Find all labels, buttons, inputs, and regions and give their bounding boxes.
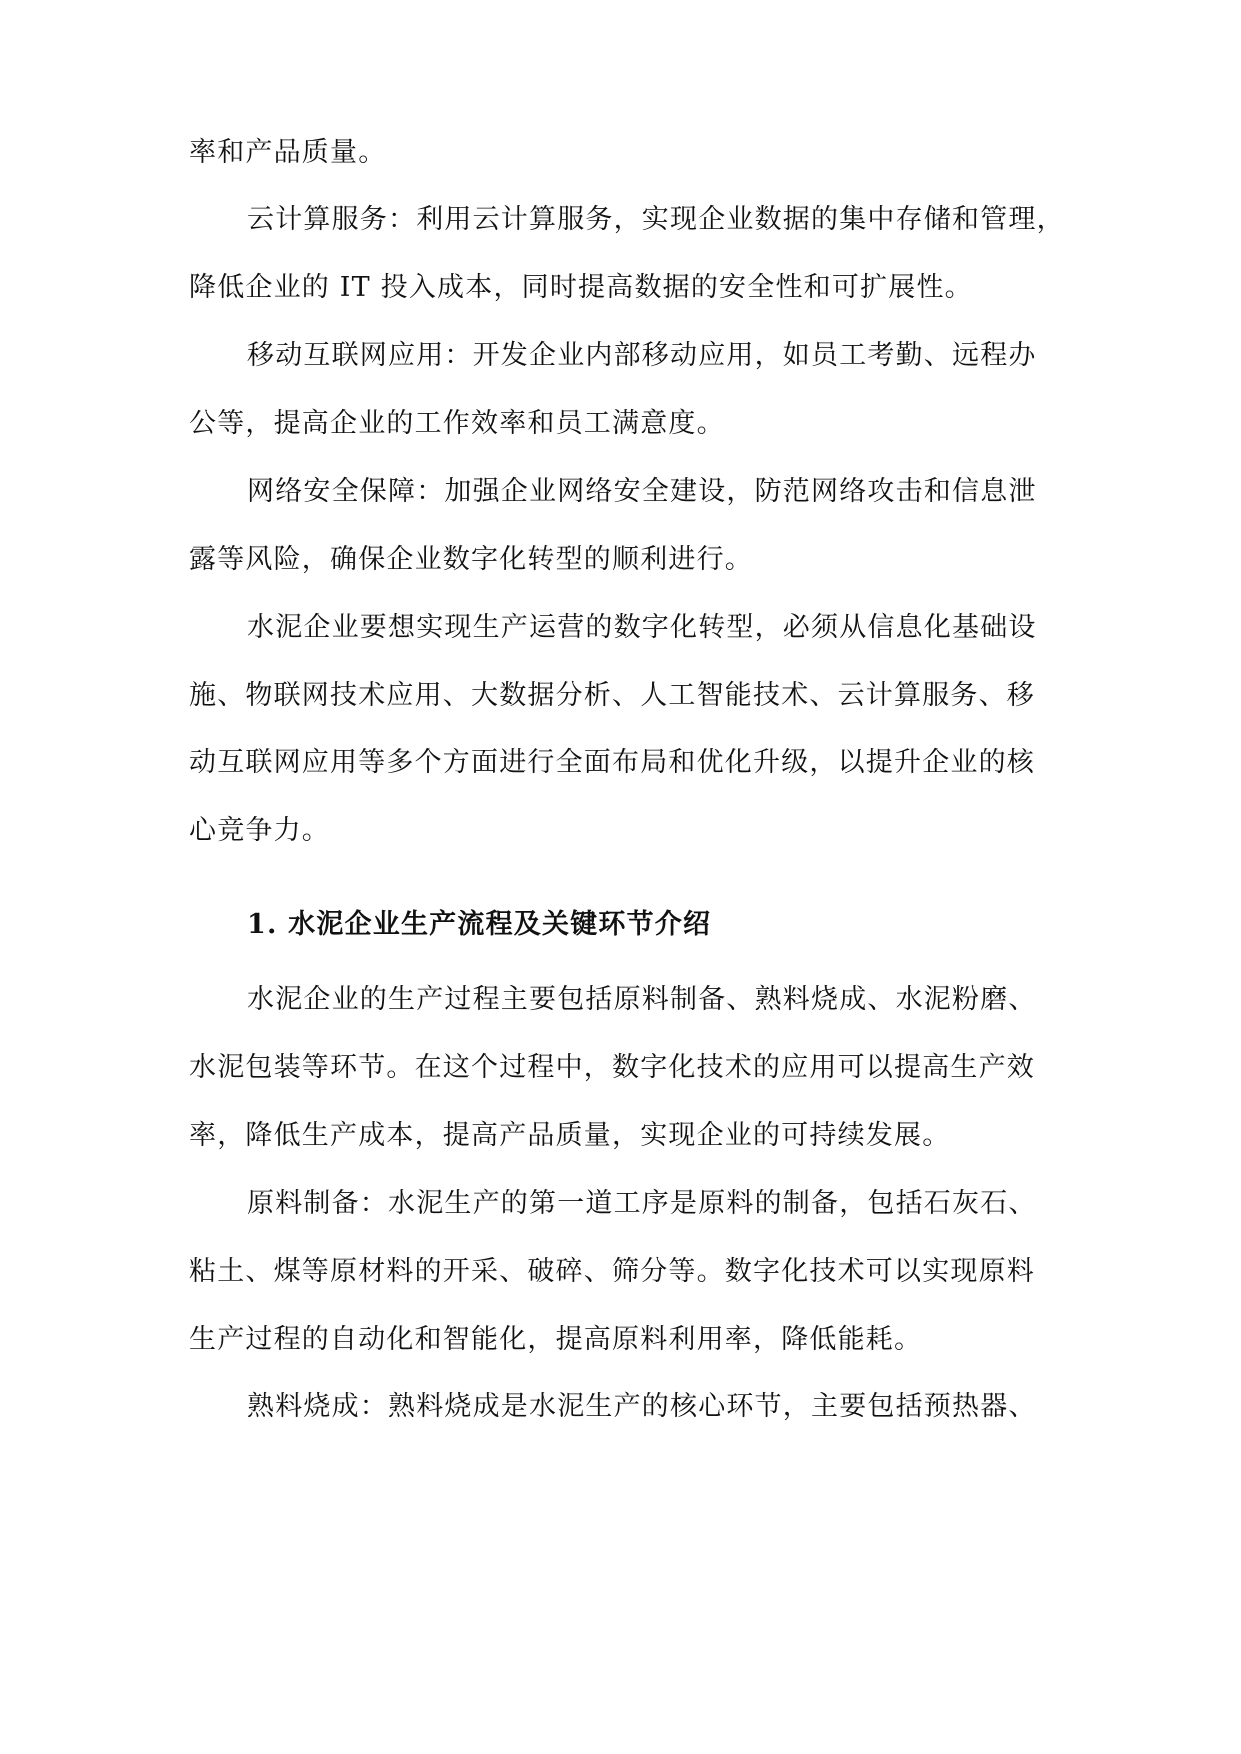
paragraph-line: 移动互联网应用：开发企业内部移动应用，如员工考勤、远程办 — [247, 340, 1037, 371]
paragraph-line: 心竞争力。 — [189, 815, 330, 846]
paragraph-line: 露等风险，确保企业数字化转型的顺利进行。 — [189, 544, 753, 575]
paragraph-line: 动互联网应用等多个方面进行全面布局和优化升级，以提升企业的核 — [189, 747, 1035, 778]
paragraph-line: 施、物联网技术应用、大数据分析、人工智能技术、云计算服务、移 — [189, 680, 1035, 711]
paragraph-line: 率，降低生产成本，提高产品质量，实现企业的可持续发展。 — [189, 1120, 951, 1151]
paragraph-line: 生产过程的自动化和智能化，提高原料利用率，降低能耗。 — [189, 1324, 923, 1355]
paragraph-line: 水泥企业的生产过程主要包括原料制备、熟料烧成、水泥粉磨、 — [247, 984, 1037, 1015]
paragraph-line: 公等，提高企业的工作效率和员工满意度。 — [189, 408, 725, 439]
section-heading: 1. 水泥企业生产流程及关键环节介绍 — [247, 909, 712, 940]
paragraph-line: 降低企业的 IT 投入成本，同时提高数据的安全性和可扩展性。 — [189, 272, 973, 303]
paragraph-line: 网络安全保障：加强企业网络安全建设，防范网络攻击和信息泄 — [247, 476, 1037, 507]
paragraph-line: 熟料烧成：熟料烧成是水泥生产的核心环节，主要包括预热器、 — [247, 1391, 1037, 1422]
paragraph-line: 云计算服务：利用云计算服务，实现企业数据的集中存储和管理， — [247, 204, 1065, 235]
paragraph-line: 水泥企业要想实现生产运营的数字化转型，必须从信息化基础设 — [247, 612, 1037, 643]
paragraph-line: 率和产品质量。 — [189, 137, 387, 168]
paragraph-line: 原料制备：水泥生产的第一道工序是原料的制备，包括石灰石、 — [247, 1188, 1037, 1219]
paragraph-line: 粘土、煤等原材料的开采、破碎、筛分等。数字化技术可以实现原料 — [189, 1256, 1035, 1287]
paragraph-line: 水泥包装等环节。在这个过程中，数字化技术的应用可以提高生产效 — [189, 1052, 1035, 1083]
